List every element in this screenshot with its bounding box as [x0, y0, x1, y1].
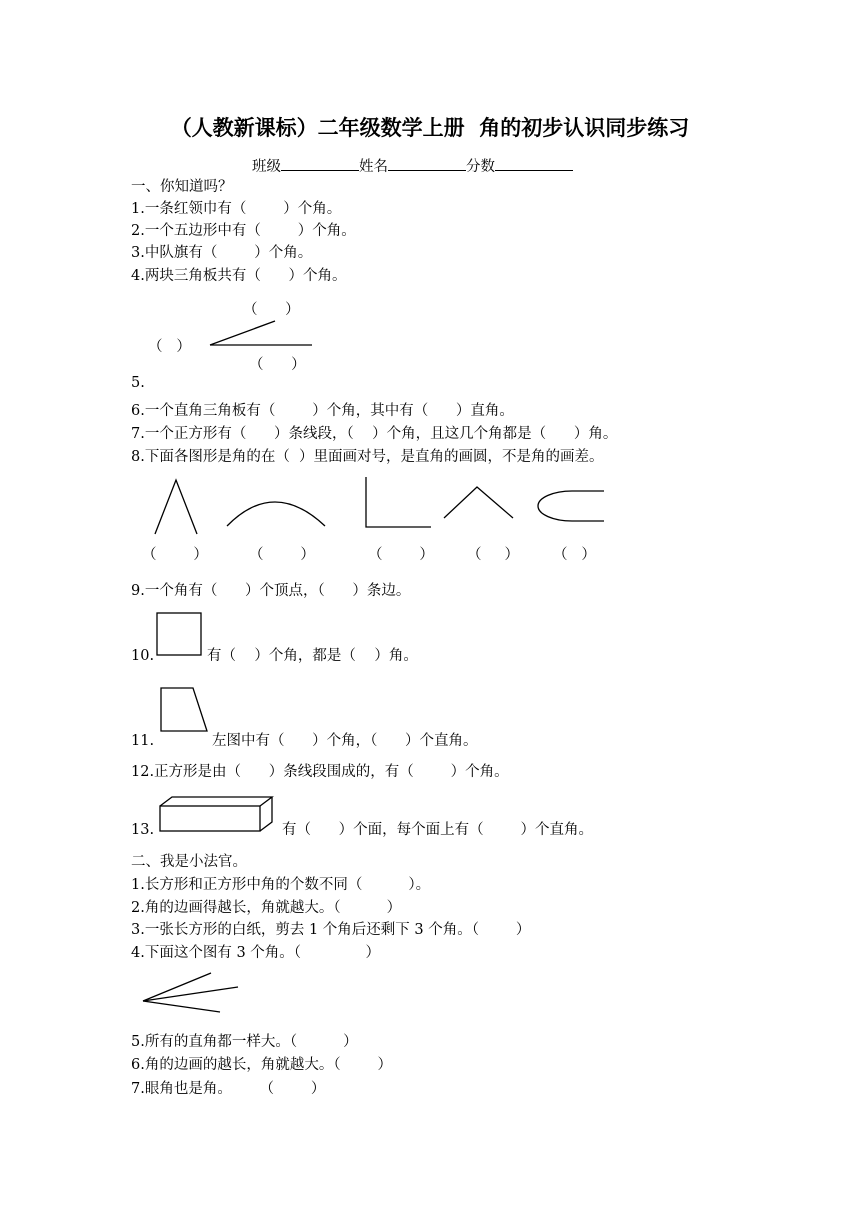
q8-figure-5-open-curve	[538, 491, 604, 521]
s1-question-6: 6.一个直角三角板有（ ）个角，其中有（ ）直角。	[131, 403, 514, 419]
q5-angle-figure	[210, 321, 312, 345]
s2-question-5: 5.所有的直角都一样大。（ ）	[131, 1034, 358, 1050]
s1-question-4: 4.两块三角板共有（ ）个角。	[131, 268, 347, 284]
score-label: 分数	[466, 159, 495, 175]
s2-q4-rays-figure	[143, 973, 238, 1012]
q11-trapezoid-figure	[161, 688, 207, 731]
name-label: 姓名	[359, 159, 388, 175]
s1-question-10-number: 10.	[131, 648, 155, 664]
q5-top-blank[interactable]: （ ）	[243, 302, 300, 318]
s2-question-4: 4.下面这个图有 3 个角。（ ）	[131, 945, 381, 961]
s1-question-12: 12.正方形是由（ ）条线段围成的，有（ ）个角。	[131, 764, 509, 780]
s1-question-7: 7.一个正方形有（ ）条线段，（ ）个角，且这几个角都是（ ）角。	[131, 426, 618, 442]
s2-question-1: 1.长方形和正方形中角的个数不同（ ）。	[131, 877, 431, 893]
q10-square-figure	[157, 613, 201, 655]
s1-question-9: 9.一个角有（ ）个顶点，（ ）条边。	[131, 583, 411, 599]
q5-angle-upper-ray	[210, 321, 275, 345]
q8-blank-1[interactable]: （ ）	[142, 547, 208, 563]
page-title: （人教新课标）二年级数学上册 角的初步认识同步练习	[170, 116, 690, 140]
q8-figure-3-right-angle	[366, 477, 431, 527]
s2-question-2: 2.角的边画得越长，角就越大。（ ）	[131, 900, 402, 916]
section1-heading: 一、你知道吗？	[131, 179, 233, 195]
q8-figure-4-angle	[444, 487, 513, 518]
s1-question-1: 1.一条红领巾有（ ）个角。	[131, 201, 342, 217]
section2-heading: 二、我是小法官。	[131, 854, 247, 870]
q8-blank-2[interactable]: （ ）	[249, 547, 315, 563]
s1-question-8: 8.下面各图形是角的在（ ）里面画对号，是直角的画圆，不是角的画差。	[131, 449, 604, 465]
s1-question-3: 3.中队旗有（ ）个角。	[131, 245, 313, 261]
q8-blank-3[interactable]: （ ）	[368, 547, 434, 563]
s1-question-10-text: 有（ ）个角，都是（ ）角。	[207, 648, 418, 664]
q8-figure-2-arc	[227, 502, 325, 526]
q8-blank-4[interactable]: （ ）	[467, 547, 520, 563]
q13-cuboid-figure	[160, 797, 272, 831]
q8-blank-5[interactable]: （ ）	[553, 547, 596, 563]
class-label: 班级	[252, 159, 281, 175]
q5-bottom-blank[interactable]: （ ）	[249, 357, 306, 373]
s1-question-11-text: 左图中有（ ）个角，（ ）个直角。	[212, 733, 478, 749]
s2-question-3: 3.一张长方形的白纸，剪去 1 个角后还剩下 3 个角。（ ）	[131, 922, 531, 938]
s1-question-2: 2.一个五边形中有（ ）个角。	[131, 223, 356, 239]
q5-left-blank[interactable]: （ ）	[148, 339, 191, 355]
q8-figure-1-angle	[155, 480, 197, 534]
s1-question-11-number: 11.	[131, 733, 155, 749]
s1-question-5: 5.	[131, 375, 145, 391]
s2-question-6: 6.角的边画的越长，角就越大。（ ）	[131, 1057, 392, 1073]
s1-question-13-text: 有（ ）个面，每个面上有（ ）个直角。	[282, 822, 594, 838]
s2-question-7: 7.眼角也是角。 （ ）	[131, 1081, 326, 1097]
s1-question-13-number: 13.	[131, 822, 155, 838]
